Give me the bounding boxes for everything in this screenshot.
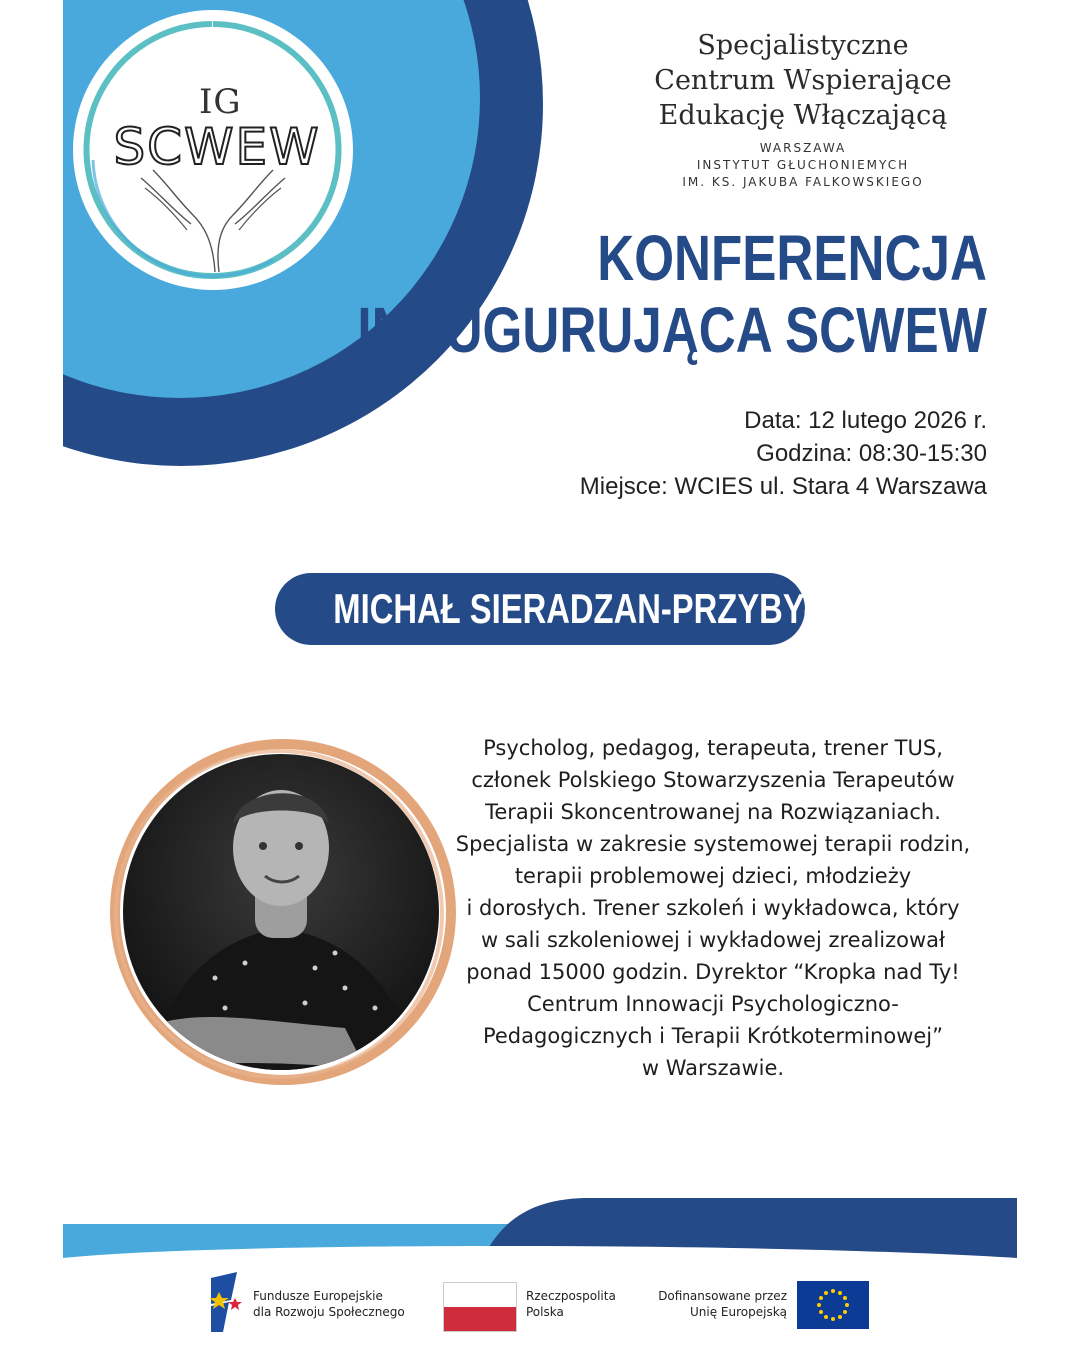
- organization-name: [643, 28, 963, 133]
- bio-line: członek Polskiego Stowarzyszenia Terapeutów: [471, 768, 955, 792]
- logo-ig-mark: IG: [199, 82, 242, 122]
- logo-name: SCWEW: [113, 118, 321, 176]
- bio-line: Centrum Innowacji Psychologiczno-: [527, 992, 899, 1016]
- org-line: Edukację Włączającą: [658, 100, 948, 131]
- ue-line: Dofinansowane przez: [658, 1289, 787, 1303]
- org-sub-line: WARSZAWA: [759, 141, 847, 155]
- event-details: [580, 404, 987, 503]
- event-title: [357, 222, 987, 366]
- bio-line: Terapii Skoncentrowanej na Rozwiązaniach.: [485, 800, 941, 824]
- event-date: Data: 12 lutego 2026 r.: [744, 407, 987, 434]
- bio-line: w Warszawie.: [641, 1056, 785, 1080]
- eu-label: [649, 1288, 787, 1320]
- event-place: Miejsce: WCIES ul. Stara 4 Warszawa: [579, 473, 987, 500]
- rp-line: Rzeczpospolita: [526, 1289, 616, 1303]
- speaker-name: MICHAŁ SIERADZAN-PRZYBYŁOWICZ: [333, 585, 934, 632]
- title-line: KONFERENCJA: [597, 222, 987, 294]
- bio-line: terapii problemowej dzieci, młodzieży: [514, 864, 912, 888]
- org-sub-line: IM. KS. JAKUBA FALKOWSKIEGO: [682, 175, 924, 189]
- fe-line: Fundusze Europejskie: [253, 1289, 383, 1303]
- bio-line: Pedagogicznych i Terapii Krótkoterminowej”: [482, 1024, 944, 1048]
- bio-line: ponad 15000 godzin. Dyrektor “Kropka nad Ty!: [466, 960, 960, 984]
- poster: [63, 0, 1017, 1350]
- speaker-portrait: [105, 728, 465, 1098]
- european-funds-logo: [209, 1270, 245, 1334]
- european-funds-label: [253, 1288, 405, 1320]
- poland-label: [526, 1288, 616, 1320]
- funding-logos: [63, 1262, 1017, 1350]
- bio-line: Psycholog, pedagog, terapeuta, trener TUS,: [483, 736, 943, 760]
- speaker-name-badge: [275, 573, 934, 645]
- fe-line: dla Rozwoju Społecznego: [253, 1305, 405, 1319]
- org-sub-line: INSTYTUT GŁUCHONIEMYCH: [696, 158, 910, 172]
- org-line: Specjalistyczne: [697, 30, 909, 61]
- flag-red-stripe: [444, 1307, 516, 1331]
- footer-wave: [63, 1198, 1017, 1258]
- poland-flag: [443, 1282, 517, 1332]
- bio-line: w sali szkoleniowej i wykładowej zrealizował: [480, 928, 945, 952]
- rp-line: Polska: [526, 1305, 564, 1319]
- speaker-bio: [443, 732, 983, 1084]
- flag-white-stripe: [444, 1283, 516, 1307]
- eu-flag: [797, 1281, 869, 1329]
- bio-line: Specjalista w zakresie systemowej terapii rodzin,: [455, 832, 971, 856]
- ue-line: Unię Europejską: [689, 1305, 787, 1319]
- organization-subtitle: [643, 140, 963, 191]
- org-line: Centrum Wspierające: [654, 65, 952, 96]
- bio-line: i dorosłych. Trener szkoleń i wykładowca, który: [466, 896, 960, 920]
- title-line: INAUGURUJĄCA SCWEW: [357, 294, 987, 366]
- event-time: Godzina: 08:30-15:30: [756, 440, 987, 467]
